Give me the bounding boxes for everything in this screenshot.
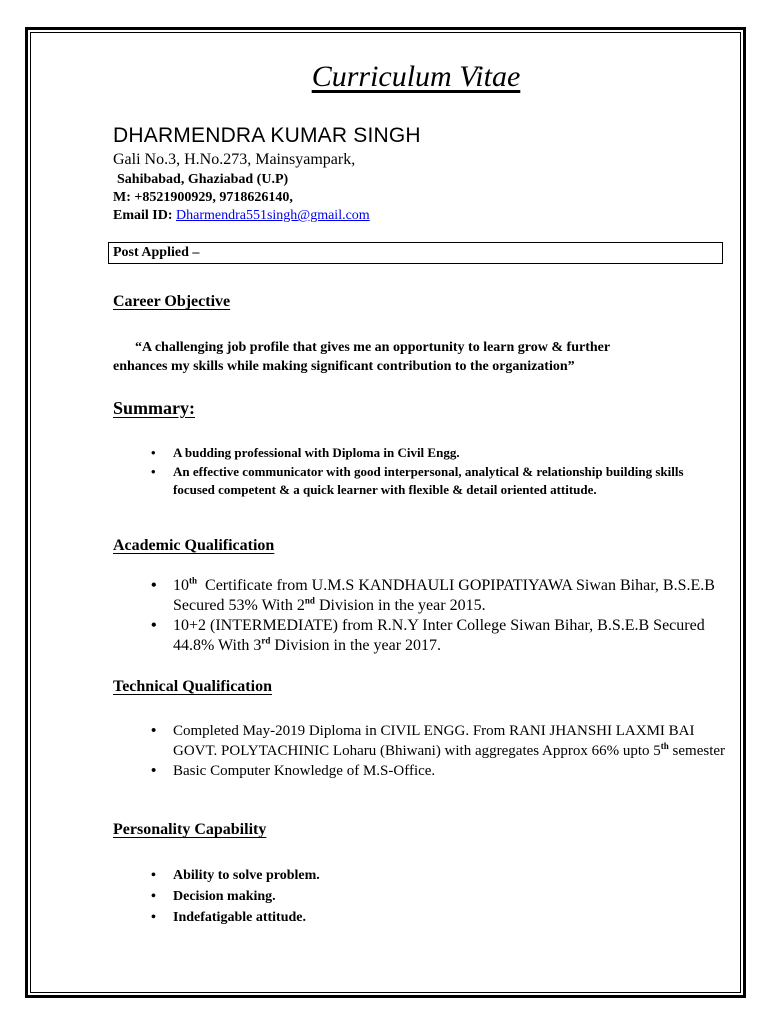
list-item-text: A budding professional with Diploma in Civil Engg. xyxy=(173,445,460,460)
list-item-text xyxy=(173,723,725,759)
superscript: rd xyxy=(261,635,271,646)
technical-heading: Technical Qualification xyxy=(113,678,272,695)
superscript: th xyxy=(189,575,198,586)
list-item xyxy=(147,886,667,907)
list-item-text xyxy=(173,577,719,614)
text-part: Division in the year 2017. xyxy=(270,637,442,654)
list-item xyxy=(147,616,727,656)
list-item-text: Basic Computer Knowledge of M.S-Office. xyxy=(173,763,436,779)
list-item xyxy=(147,576,727,616)
bullet-icon: • xyxy=(151,617,157,634)
summary-list xyxy=(147,444,712,500)
grade-number: 10 xyxy=(173,577,189,594)
list-item-text: Indefatigable attitude. xyxy=(173,910,306,925)
objective-line-1: “A challenging job profile that gives me an opportunity to learn grow & further xyxy=(135,340,611,355)
text-part: Completed May-2019 Diploma in CIVIL ENGG. From RANI JHANSHI LAXMI BAI GOVT. POLYTACHINIC Loharu (Bhiwani) with aggregates Approx 66% upto 5 xyxy=(173,723,695,759)
objective-line-2: enhances my skills while making significant contribution to the organization” xyxy=(113,359,575,374)
bullet-icon: • xyxy=(151,763,157,779)
personality-list xyxy=(147,865,667,928)
text-part: Certificate from U.M.S KANDHAULI GOPIPATIYAWA Siwan Bihar, B.S.E.B Secured 53% With 2 xyxy=(173,577,719,614)
list-item-text: Ability to solve problem. xyxy=(173,868,320,883)
list-item xyxy=(147,444,712,463)
bullet-icon: • xyxy=(151,445,156,460)
document-title: Curriculum Vitae xyxy=(311,60,521,93)
superscript: th xyxy=(660,741,669,751)
career-objective-heading: Career Objective xyxy=(113,293,231,310)
email-link[interactable]: Dharmendra551singh@gmail.com xyxy=(176,208,370,223)
address-line-1: Gali No.3, H.No.273, Mainsyampark, xyxy=(113,151,356,168)
phone-numbers: M: +8521900929, 9718626140, xyxy=(113,190,293,205)
bullet-icon: • xyxy=(151,577,157,594)
text-part: 10+2 (INTERMEDIATE) from R.N.Y Inter College Siwan Bihar, B.S.E.B Secured 44.8% With 3 xyxy=(173,617,705,654)
bullet-icon: • xyxy=(151,723,157,739)
personality-heading: Personality Capability xyxy=(113,821,267,838)
post-applied-box xyxy=(108,242,723,264)
candidate-name: DHARMENDRA KUMAR SINGH xyxy=(113,124,421,147)
post-applied-label: Post Applied – xyxy=(113,245,200,260)
bullet-icon: • xyxy=(151,868,156,883)
email-line xyxy=(113,208,370,224)
address-line-2: Sahibabad, Ghaziabad (U.P) xyxy=(117,172,289,187)
list-item xyxy=(147,907,667,928)
text-part: Division in the year 2015. xyxy=(314,597,486,614)
academic-heading: Academic Qualification xyxy=(113,537,275,554)
academic-list xyxy=(147,576,727,656)
superscript: nd xyxy=(304,595,315,606)
text-part: semester xyxy=(668,743,726,759)
email-label: Email ID: xyxy=(113,208,176,223)
list-item xyxy=(147,761,727,781)
technical-list xyxy=(147,721,727,781)
list-item xyxy=(147,463,712,500)
list-item xyxy=(147,721,727,761)
summary-heading: Summary: xyxy=(113,398,195,418)
list-item-text: An effective communicator with good interpersonal, analytical & relationship building skills focused competent & a quick learner with flexible & detail oriented attitude. xyxy=(173,463,684,497)
list-item-text xyxy=(173,617,705,654)
bullet-icon: • xyxy=(151,910,156,925)
bullet-icon: • xyxy=(151,463,156,479)
list-item-text: Decision making. xyxy=(173,889,276,904)
list-item xyxy=(147,865,667,886)
career-objective-text xyxy=(113,338,713,376)
bullet-icon: • xyxy=(151,889,156,904)
